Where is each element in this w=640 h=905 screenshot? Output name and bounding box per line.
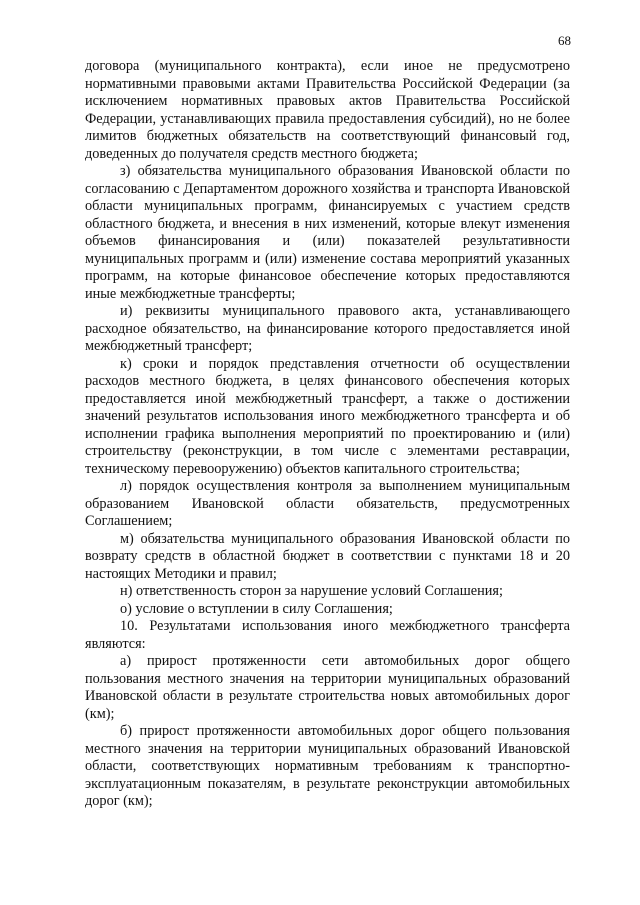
paragraph-result-b: б) прирост протяженности автомобильных дорог общего пользования местного значения на территории муниципальных образований Ивановской области, соответствующих нормативным требованиям к транспортно-эксплуатационным показателям, в результате реконструкции автомобильных дорог (км); [85,723,570,809]
paragraph-contract-continuation: договора (муниципального контракта), если иное не предусмотрено нормативными правовыми актами Правительства Российской Федерации (за исключением нормативных правовых актов Правительства Российской Федерации, устанавливающих правила предоставления субсидий), но не более лимитов бюджетных обязательств на соответствующий финансовый год, доведенных до получателя средств местного бюджета; [85,58,570,162]
paragraph-item-m: м) обязательства муниципального образования Ивановской области по возврату средств в областной бюджет в соответствии с пунктами 18 и 20 настоящих Методики и правил; [85,530,570,582]
paragraph-item-i: и) реквизиты муниципального правового акта, устанавливающего расходное обязательство, на финансирование которого предоставляется иной межбюджетный трансферт; [85,303,570,354]
paragraph-section-10: 10. Результатами использования иного межбюджетного трансферта являются: [85,618,570,652]
page-number: 68 [558,33,571,48]
paragraph-item-z: з) обязательства муниципального образования Ивановской области по согласованию с Департаментом дорожного хозяйства и транспорта Ивановской области муниципальных программ, финансируемых с участием средств областного бюджета, и внесения в них изменений, которые влекут изменения объемов финансирования и (или) показателей результативности муниципальных программ и (или) изменение состава мероприятий указанных программ, на которые финансовое обеспечение которых предоставляются иные межбюджетные трансферты; [85,163,570,302]
paragraph-item-o: о) условие о вступлении в силу Соглашения; [120,600,393,617]
paragraph-item-n: н) ответственность сторон за нарушение условий Соглашения; [120,583,503,599]
paragraph-result-a: а) прирост протяженности сети автомобильных дорог общего пользования местного значения на территории муниципальных образований Ивановской области в результате строительства новых автомобильных дорог (км); [85,653,570,722]
paragraph-item-l: л) порядок осуществления контроля за выполнением муниципальным образованием Ивановской области обязательств, предусмотренных Соглашением; [85,478,570,529]
paragraph-item-k: к) сроки и порядок представления отчетности об осуществлении расходов местного бюджета, в целях финансового обеспечения которых предоставляется иной межбюджетный трансферт, а также о достижении значений результатов использования иного межбюджетного трансферта и об исполнении графика выполнения мероприятий по проектированию и (или) строительству (реконструкции, в том числе с элементами реставрации, техническому перевооружению) объектов капитального строительства; [85,355,570,477]
document-body [85,58,570,811]
